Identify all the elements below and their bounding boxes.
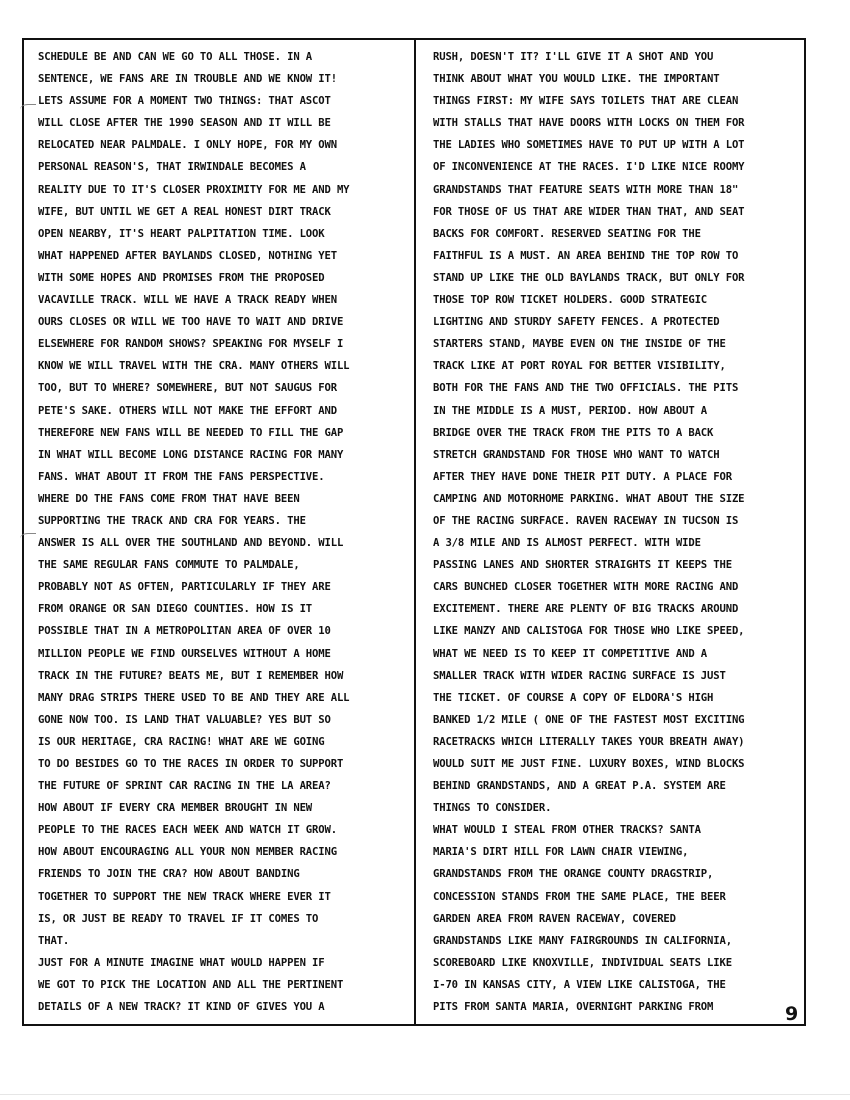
page-number: 9 <box>785 1003 799 1025</box>
text-line: REALITY DUE TO IT'S CLOSER PROXIMITY FOR ME AND MY <box>38 183 350 196</box>
text-line: AFTER THEY HAVE DONE THEIR PIT DUTY. A PLACE FOR <box>433 470 732 483</box>
text-line: STRETCH GRANDSTAND FOR THOSE WHO WANT TO WATCH <box>433 448 720 461</box>
text-line: OF INCONVENIENCE AT THE RACES. I'D LIKE NICE ROOMY <box>433 161 745 174</box>
text-line: WOULD SUIT ME JUST FINE. LUXURY BOXES, WIND BLOCKS <box>433 758 745 770</box>
text-line: FOR THOSE OF US THAT ARE WIDER THAN THAT, AND SEAT <box>433 205 745 218</box>
text-line: WHERE DO THE FANS COME FROM THAT HAVE BEEN <box>38 492 300 505</box>
text-line: THINK ABOUT WHAT YOU WOULD LIKE. THE IMPORTANT <box>433 73 720 86</box>
text-line: CONCESSION STANDS FROM THE SAME PLACE, THE BEER <box>433 890 726 903</box>
text-line: GONE NOW TOO. IS LAND THAT VALUABLE? YES BUT SO <box>38 713 331 726</box>
text-line: DETAILS OF A NEW TRACK? IT KIND OF GIVES YOU A <box>38 1001 325 1014</box>
text-line: CAMPING AND MOTORHOME PARKING. WHAT ABOUT THE SIZE <box>433 492 745 505</box>
text-line: MANY DRAG STRIPS THERE USED TO BE AND THEY ARE ALL <box>38 691 350 704</box>
text-line: SUPPORTING THE TRACK AND CRA FOR YEARS. THE <box>38 514 306 527</box>
text-line: RACETRACKS WHICH LITERALLY TAKES YOUR BREATH AWAY) <box>433 735 745 748</box>
text-line: THE TICKET. OF COURSE A COPY OF ELDORA'S HIGH <box>433 691 714 704</box>
text-line: THOSE TOP ROW TICKET HOLDERS. GOOD STRATEGIC <box>433 294 708 307</box>
text-line: IS, OR JUST BE READY TO TRAVEL IF IT COMES TO <box>38 912 319 925</box>
text-line: FAITHFUL IS A MUST. AN AREA BEHIND THE TOP ROW TO <box>433 249 739 262</box>
text-line: MILLION PEOPLE WE FIND OURSELVES WITHOUT A HOME <box>38 647 331 660</box>
text-line: MARIA'S DIRT HILL FOR LAWN CHAIR VIEWING, <box>433 846 689 859</box>
text-line: GRANDSTANDS LIKE MANY FAIRGROUNDS IN CALIFORNIA, <box>433 934 732 947</box>
text-line: WE GOT TO PICK THE LOCATION AND ALL THE PERTINENT <box>38 978 344 991</box>
scan-artifact <box>20 533 36 544</box>
text-line: LIGHTING AND STURDY SAFETY FENCES. A PROTECTED <box>433 316 720 329</box>
text-line: SENTENCE, WE FANS ARE IN TROUBLE AND WE KNOW IT! <box>38 73 337 86</box>
text-line: WITH STALLS THAT HAVE DOORS WITH LOCKS ON THEM FOR <box>433 117 745 130</box>
text-line: THAT. <box>38 934 70 947</box>
text-line: TRACK IN THE FUTURE? BEATS ME, BUT I REMEMBER HOW <box>38 669 344 682</box>
text-line: POSSIBLE THAT IN A METROPOLITAN AREA OF OVER 10 <box>38 625 331 638</box>
text-line: GARDEN AREA FROM RAVEN RACEWAY, COVERED <box>433 912 676 925</box>
text-line: GRANDSTANDS THAT FEATURE SEATS WITH MORE THAN 18" <box>433 183 739 196</box>
text-line: CARS BUNCHED CLOSER TOGETHER WITH MORE RACING AND <box>433 581 739 594</box>
text-line: SCOREBOARD LIKE KNOXVILLE, INDIVIDUAL SEATS LIKE <box>433 956 732 969</box>
text-line: THE LADIES WHO SOMETIMES HAVE TO PUT UP WITH A LOT <box>433 139 745 152</box>
text-line: FROM ORANGE OR SAN DIEGO COUNTIES. HOW IS IT <box>38 603 313 616</box>
text-line: BACKS FOR COMFORT. RESERVED SEATING FOR THE <box>433 227 701 240</box>
text-line: BEHIND GRANDSTANDS, AND A GREAT P.A. SYSTEM ARE <box>433 780 726 793</box>
text-line: PASSING LANES AND SHORTER STRAIGHTS IT KEEPS THE <box>433 559 732 572</box>
text-line: TRACK LIKE AT PORT ROYAL FOR BETTER VISIBILITY, <box>433 360 726 373</box>
text-line: ANSWER IS ALL OVER THE SOUTHLAND AND BEYOND. WILL <box>38 537 344 550</box>
text-line: IS OUR HERITAGE, CRA RACING! WHAT ARE WE GOING <box>38 735 325 748</box>
text-line: RELOCATED NEAR PALMDALE. I ONLY HOPE, FOR MY OWN <box>38 139 337 152</box>
text-line: THE SAME REGULAR FANS COMMUTE TO PALMDALE, <box>38 559 300 572</box>
text-line: BRIDGE OVER THE TRACK FROM THE PITS TO A BACK <box>433 426 714 439</box>
text-line: WILL CLOSE AFTER THE 1990 SEASON AND IT WILL BE <box>38 117 331 130</box>
column-divider <box>414 38 416 1026</box>
text-line: PROBABLY NOT AS OFTEN, PARTICULARLY IF THEY ARE <box>38 581 331 594</box>
text-line: BANKED 1/2 MILE ( ONE OF THE FASTEST MOST EXCITING <box>433 713 745 726</box>
text-line: FRIENDS TO JOIN THE CRA? HOW ABOUT BANDING <box>38 868 300 881</box>
text-line: KNOW WE WILL TRAVEL WITH THE CRA. MANY OTHERS WILL <box>38 360 350 373</box>
text-line: ELSEWHERE FOR RANDOM SHOWS? SPEAKING FOR MYSELF I <box>38 338 344 351</box>
text-line: TO DO BESIDES GO TO THE RACES IN ORDER TO SUPPORT <box>38 758 344 770</box>
text-line: THINGS TO CONSIDER. <box>433 802 552 815</box>
text-line: FANS. WHAT ABOUT IT FROM THE FANS PERSPECTIVE. <box>38 470 325 483</box>
text-line: STARTERS STAND, MAYBE EVEN ON THE INSIDE OF THE <box>433 338 726 351</box>
text-line: SMALLER TRACK WITH WIDER RACING SURFACE IS JUST <box>433 669 726 682</box>
text-line: IN WHAT WILL BECOME LONG DISTANCE RACING FOR MANY <box>38 448 344 461</box>
text-line: HOW ABOUT ENCOURAGING ALL YOUR NON MEMBER RACING <box>38 846 337 859</box>
text-line: I-70 IN KANSAS CITY, A VIEW LIKE CALISTOGA, THE <box>433 978 726 991</box>
text-line: THE FUTURE OF SPRINT CAR RACING IN THE LA AREA? <box>38 780 331 793</box>
text-line: THINGS FIRST: MY WIFE SAYS TOILETS THAT ARE CLEAN <box>433 95 739 108</box>
text-line: EXCITEMENT. THERE ARE PLENTY OF BIG TRACKS AROUND <box>433 603 739 616</box>
text-line: HOW ABOUT IF EVERY CRA MEMBER BROUGHT IN NEW <box>38 802 313 815</box>
text-line: VACAVILLE TRACK. WILL WE HAVE A TRACK READY WHEN <box>38 294 337 307</box>
text-line: THEREFORE NEW FANS WILL BE NEEDED TO FILL THE GAP <box>38 426 344 439</box>
text-line: BOTH FOR THE FANS AND THE TWO OFFICIALS. THE PITS <box>433 382 739 395</box>
text-line: OF THE RACING SURFACE. RAVEN RACEWAY IN TUCSON IS <box>433 514 739 527</box>
text-line: SCHEDULE BE AND CAN WE GO TO ALL THOSE. IN A <box>38 51 313 63</box>
right-column-text <box>433 46 805 1018</box>
text-line: WHAT HAPPENED AFTER BAYLANDS CLOSED, NOTHING YET <box>38 249 337 262</box>
text-line: STAND UP LIKE THE OLD BAYLANDS TRACK, BUT ONLY FOR <box>433 271 745 284</box>
text-line: TOGETHER TO SUPPORT THE NEW TRACK WHERE EVER IT <box>38 890 331 903</box>
text-line: WITH SOME HOPES AND PROMISES FROM THE PROPOSED <box>38 271 325 284</box>
text-line: TOO, BUT TO WHERE? SOMEWHERE, BUT NOT SAUGUS FOR <box>38 382 337 395</box>
text-line: PETE'S SAKE. OTHERS WILL NOT MAKE THE EFFORT AND <box>38 404 337 417</box>
text-line: LIKE MANZY AND CALISTOGA FOR THOSE WHO LIKE SPEED, <box>433 625 745 638</box>
text-line: RUSH, DOESN'T IT? I'LL GIVE IT A SHOT AND YOU <box>433 51 714 63</box>
page-bottom-edge <box>0 1094 850 1095</box>
left-column-text <box>38 46 410 1018</box>
text-line: JUST FOR A MINUTE IMAGINE WHAT WOULD HAPPEN IF <box>38 956 325 969</box>
text-line: A 3/8 MILE AND IS ALMOST PERFECT. WITH WIDE <box>433 537 701 550</box>
text-line: WIFE, BUT UNTIL WE GET A REAL HONEST DIRT TRACK <box>38 205 331 218</box>
text-line: PERSONAL REASON'S, THAT IRWINDALE BECOMES A <box>38 161 306 174</box>
text-line: PITS FROM SANTA MARIA, OVERNIGHT PARKING FROM <box>433 1001 714 1014</box>
text-line: PEOPLE TO THE RACES EACH WEEK AND WATCH IT GROW. <box>38 824 337 837</box>
text-line: WHAT WE NEED IS TO KEEP IT COMPETITIVE AND A <box>433 647 708 660</box>
text-line: WHAT WOULD I STEAL FROM OTHER TRACKS? SANTA <box>433 824 701 837</box>
text-line: OPEN NEARBY, IT'S HEART PALPITATION TIME. LOOK <box>38 227 325 240</box>
text-line: LETS ASSUME FOR A MOMENT TWO THINGS: THAT ASCOT <box>38 95 331 108</box>
text-line: OURS CLOSES OR WILL WE TOO HAVE TO WAIT AND DRIVE <box>38 316 344 329</box>
scan-artifact <box>20 104 36 115</box>
text-line: IN THE MIDDLE IS A MUST, PERIOD. HOW ABOUT A <box>433 404 708 417</box>
text-line: GRANDSTANDS FROM THE ORANGE COUNTY DRAGSTRIP, <box>433 868 714 881</box>
